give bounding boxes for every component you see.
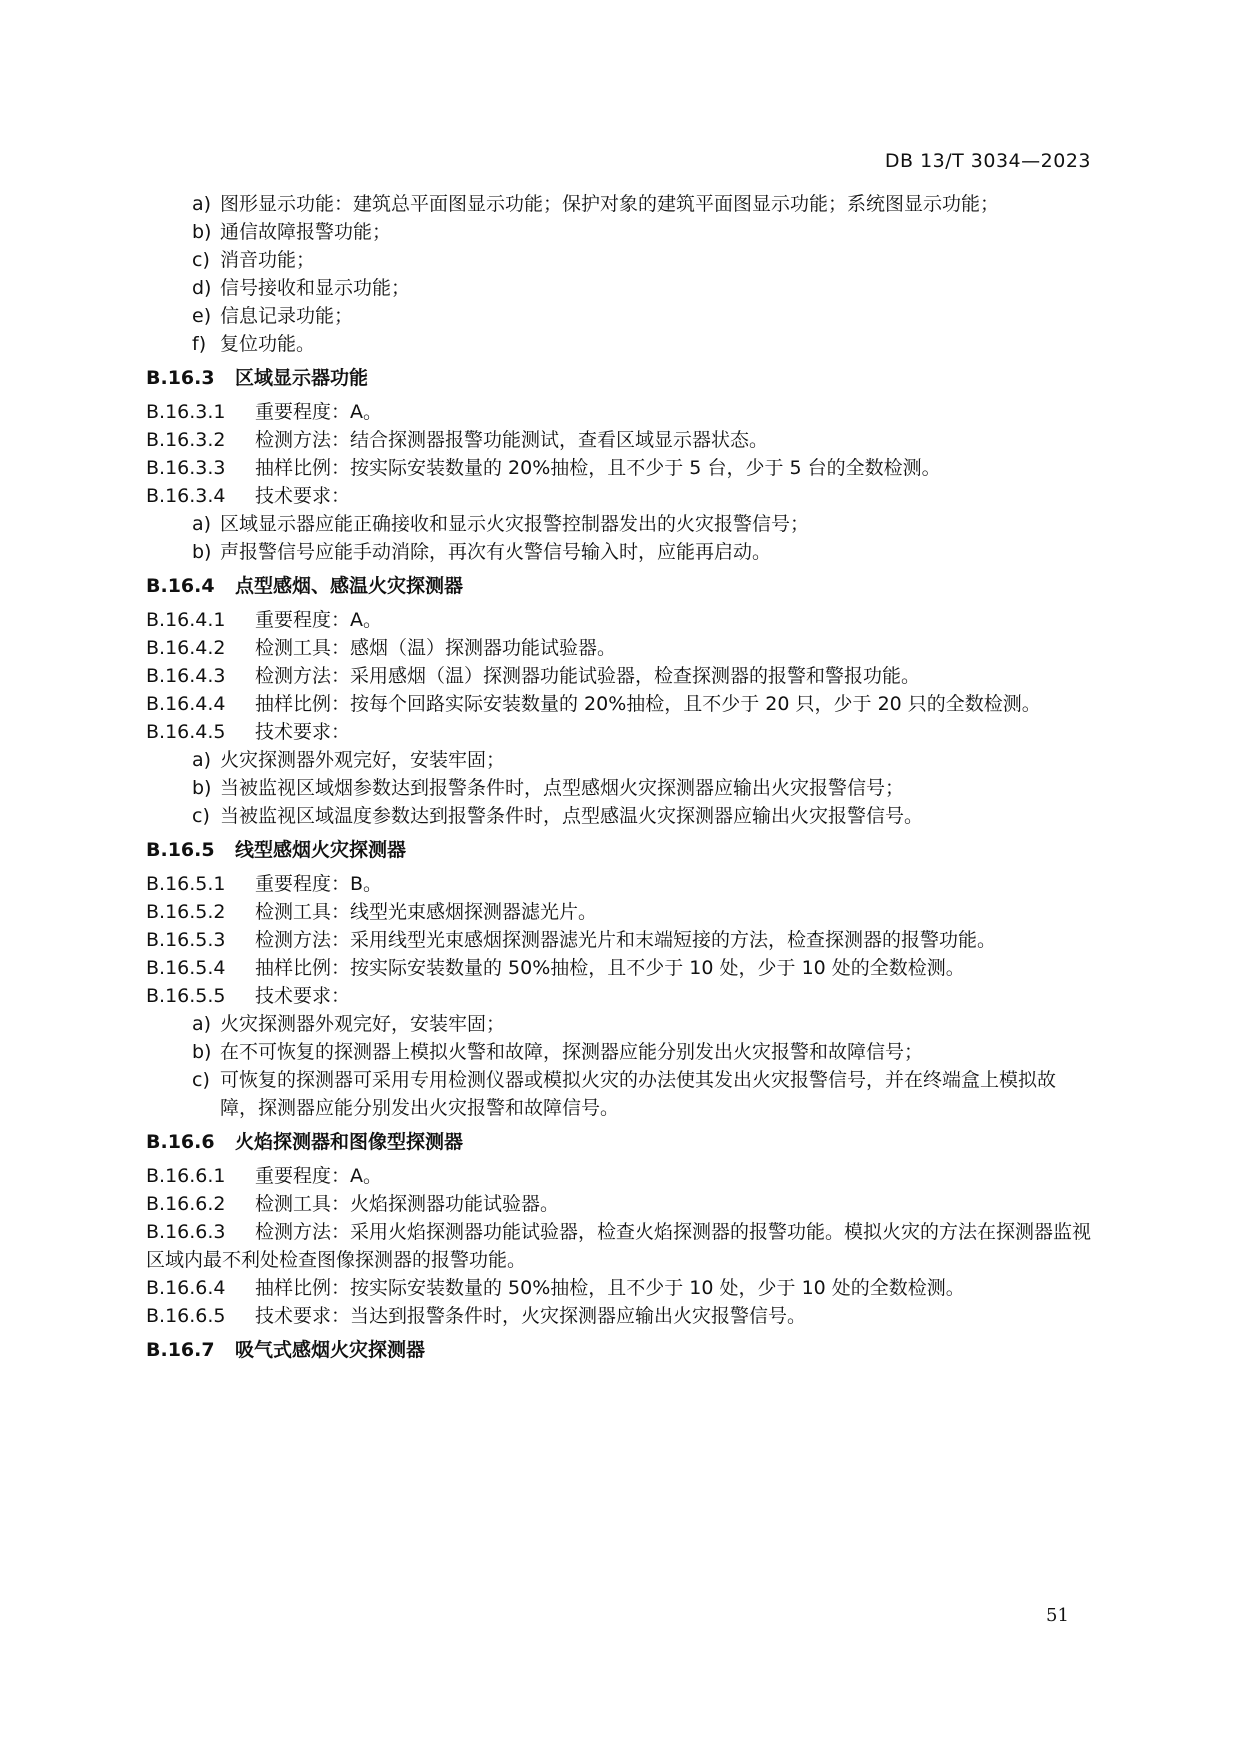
list-text: 图形显示功能：建筑总平面图显示功能；保护对象的建筑平面图显示功能；系统图显示功能； [220, 193, 1000, 215]
list-text: 在不可恢复的探测器上模拟火警和故障，探测器应能分别发出火灾报警和故障信号； [220, 1041, 924, 1063]
list-label: c) [192, 249, 210, 271]
clause-number: B.16.4.1 [146, 609, 226, 631]
clause-text: 抽样比例：按实际安装数量的 50%抽检，且不少于 10 处，少于 10 处的全数检测。 [255, 957, 965, 979]
clause-number: B.16.4.5 [146, 721, 226, 743]
list-item [146, 1038, 1092, 1066]
clause-text: 抽样比例：按实际安装数量的 50%抽检，且不少于 10 处，少于 10 处的全数检测。 [255, 1277, 965, 1299]
list-item [146, 802, 1092, 830]
clause-text: 检测方法：采用线型光束感烟探测器滤光片和末端短接的方法，检查探测器的报警功能。 [255, 929, 997, 951]
clause-item [146, 1190, 1092, 1218]
section-heading [146, 1128, 1092, 1156]
clause-number: B.16.4.3 [146, 665, 226, 687]
clause-text: 技术要求： [255, 985, 351, 1007]
section-number: B.16.5 [146, 839, 215, 861]
clause-text: 检测工具：线型光束感烟探测器滤光片。 [255, 901, 598, 923]
section-heading [146, 364, 1092, 392]
clause-item [146, 662, 1092, 690]
section-title: 点型感烟、感温火灾探测器 [235, 575, 464, 597]
clause-number: B.16.6.1 [146, 1165, 226, 1187]
clause-text: 抽样比例：按实际安装数量的 20%抽检，且不少于 5 台，少于 5 台的全数检测。 [255, 457, 941, 479]
clause-text: 抽样比例：按每个回路实际安装数量的 20%抽检，且不少于 20 只，少于 20 只的全数检测。 [255, 693, 1041, 715]
clause-text: 检测方法：结合探测器报警功能测试，查看区域显示器状态。 [255, 429, 769, 451]
clause-number: B.16.3.1 [146, 401, 226, 423]
section-title: 火焰探测器和图像型探测器 [235, 1131, 464, 1153]
list-label: b) [192, 777, 212, 799]
section-heading [146, 1336, 1092, 1364]
clause-item [146, 482, 1092, 510]
clause-number: B.16.5.5 [146, 985, 226, 1007]
list-item [146, 274, 1092, 302]
list-text: 声报警信号应能手动消除，再次有火警信号输入时，应能再启动。 [220, 541, 772, 563]
list-item [146, 746, 1092, 774]
clause-item [146, 634, 1092, 662]
standard-number: DB 13/T 3034—2023 [884, 150, 1091, 172]
clause-text: 重要程度：A。 [255, 1165, 382, 1187]
list-text: 火灾探测器外观完好，安装牢固； [220, 749, 506, 771]
section-number: B.16.4 [146, 575, 215, 597]
list-item [146, 302, 1092, 330]
list-label: c) [192, 805, 210, 827]
clause-item [146, 1162, 1092, 1190]
clause-item [146, 606, 1092, 634]
page-number: 51 [1046, 1605, 1069, 1626]
section-title: 线型感烟火灾探测器 [235, 839, 407, 861]
list-item [146, 510, 1092, 538]
clause-number: B.16.6.3 [146, 1221, 226, 1243]
clause-number: B.16.5.4 [146, 957, 226, 979]
clause-item [146, 718, 1092, 746]
clause-item [146, 982, 1092, 1010]
clause-text: 技术要求： [255, 721, 351, 743]
list-text: 可恢复的探测器可采用专用检测仪器或模拟火灾的办法使其发出火灾报警信号，并在终端盒上模拟故障，探测器应能分别发出火灾报警和故障信号。 [220, 1069, 1057, 1119]
clause-item [146, 954, 1092, 982]
list-item [146, 538, 1092, 566]
section-number: B.16.6 [146, 1131, 215, 1153]
clause-text: 重要程度：B。 [255, 873, 383, 895]
clause-text: 技术要求：当达到报警条件时，火灾探测器应输出火灾报警信号。 [255, 1305, 807, 1327]
list-text: 当被监视区域温度参数达到报警条件时，点型感温火灾探测器应输出火灾报警信号。 [220, 805, 924, 827]
section-heading [146, 572, 1092, 600]
clause-item [146, 426, 1092, 454]
clause-item [146, 870, 1092, 898]
list-item [146, 330, 1092, 358]
section-number: B.16.7 [146, 1339, 215, 1361]
clause-text: 重要程度：A。 [255, 401, 382, 423]
list-label: a) [192, 749, 212, 771]
clause-number: B.16.6.2 [146, 1193, 226, 1215]
clause-number: B.16.6.4 [146, 1277, 226, 1299]
list-label: a) [192, 1013, 212, 1035]
list-text: 复位功能。 [220, 333, 316, 355]
list-text: 火灾探测器外观完好，安装牢固； [220, 1013, 506, 1035]
clause-number: B.16.3.4 [146, 485, 226, 507]
clause-item [146, 454, 1092, 482]
list-text: 消音功能； [220, 249, 316, 271]
list-label: f) [192, 333, 207, 355]
clause-item [146, 690, 1092, 718]
list-label: d) [192, 277, 212, 299]
list-item [146, 218, 1092, 246]
clause-text: 检测方法：采用感烟（温）探测器功能试验器，检查探测器的报警和警报功能。 [255, 665, 921, 687]
list-item [146, 774, 1092, 802]
clause-item [146, 1274, 1092, 1302]
list-label: e) [192, 305, 212, 327]
clause-item [146, 926, 1092, 954]
list-label: b) [192, 541, 212, 563]
list-label: b) [192, 221, 212, 243]
list-label: b) [192, 1041, 212, 1063]
list-text: 信息记录功能； [220, 305, 354, 327]
clause-number: B.16.3.3 [146, 457, 226, 479]
section-number: B.16.3 [146, 367, 215, 389]
clause-number: B.16.4.2 [146, 637, 226, 659]
list-text: 通信故障报警功能； [220, 221, 392, 243]
clause-text: 检测工具：感烟（温）探测器功能试验器。 [255, 637, 617, 659]
section-title: 区域显示器功能 [235, 367, 369, 389]
clause-item [146, 1302, 1092, 1330]
list-label: c) [192, 1069, 210, 1091]
list-text: 信号接收和显示功能； [220, 277, 411, 299]
section-title: 吸气式感烟火灾探测器 [235, 1339, 426, 1361]
list-item [146, 1010, 1092, 1038]
clause-number: B.16.6.5 [146, 1305, 226, 1327]
clause-item [146, 898, 1092, 926]
list-item [146, 246, 1092, 274]
clause-text: 检测方法：采用火焰探测器功能试验器，检查火焰探测器的报警功能。模拟火灾的方法在探测器监视区域内最不利处检查图像探测器的报警功能。 [146, 1221, 1092, 1271]
clause-number: B.16.4.4 [146, 693, 226, 715]
clause-text: 技术要求： [255, 485, 351, 507]
clause-number: B.16.5.1 [146, 873, 226, 895]
clause-text: 重要程度：A。 [255, 609, 382, 631]
document-body [146, 190, 1092, 1370]
clause-text: 检测工具：火焰探测器功能试验器。 [255, 1193, 560, 1215]
clause-item [146, 1218, 1092, 1274]
list-text: 当被监视区域烟参数达到报警条件时，点型感烟火灾探测器应输出火灾报警信号； [220, 777, 905, 799]
clause-number: B.16.3.2 [146, 429, 226, 451]
clause-number: B.16.5.2 [146, 901, 226, 923]
list-item [146, 1066, 1092, 1122]
clause-item [146, 398, 1092, 426]
clause-number: B.16.5.3 [146, 929, 226, 951]
section-heading [146, 836, 1092, 864]
list-label: a) [192, 193, 212, 215]
list-label: a) [192, 513, 212, 535]
list-text: 区域显示器应能正确接收和显示火灾报警控制器发出的火灾报警信号； [220, 513, 810, 535]
list-item [146, 190, 1092, 218]
